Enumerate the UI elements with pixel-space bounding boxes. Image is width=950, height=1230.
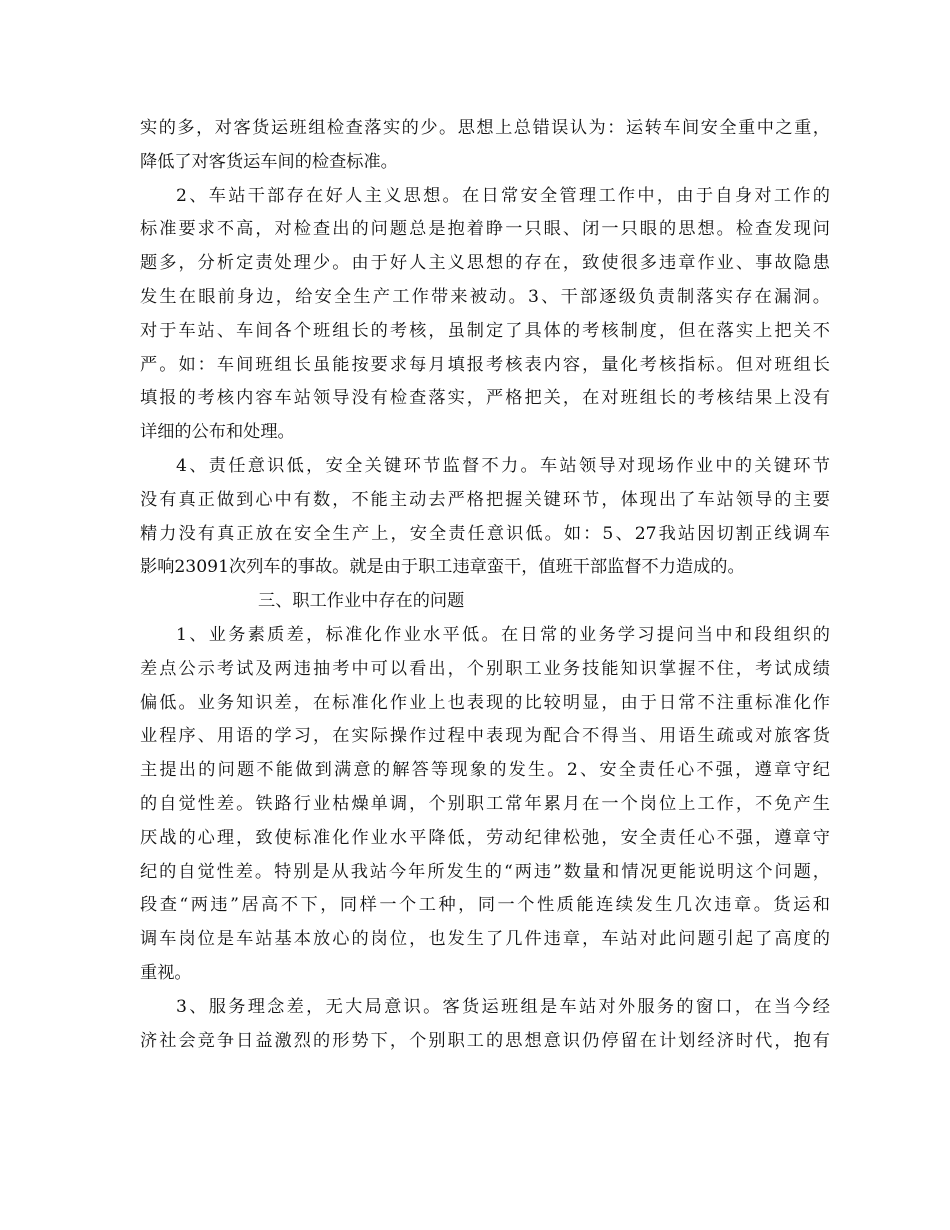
text-line: 段查“两违”居高不下，同样一个工种，同一个性质能连续发生几次违章。货运和 <box>140 895 830 916</box>
text-line: 业程序、用语的学习，在实际操作过程中表现为配合不得当、用语生疏或对旅客货 <box>140 726 830 747</box>
text-line: 3、服务理念差，无大局意识。客货运班组是车站对外服务的窗口，在当今经 <box>176 996 830 1017</box>
text-line: 1、业务素质差，标准化作业水平低。在日常的业务学习提问当中和段组织的 <box>176 624 830 645</box>
text-line: 差点公示考试及两违抽考中可以看出，个别职工业务技能知识掌握不住，考试成绩 <box>140 658 830 679</box>
text-line: 主提出的问题不能做到满意的解答等现象的发生。2、安全责任心不强，遵章守纪 <box>140 760 830 781</box>
text-line: 影响23091次列车的事故。就是由于职工违章蛮干，值班干部监督不力造成的。 <box>140 557 745 578</box>
text-line: 纪的自觉性差。特别是从我站今年所发生的“两违”数量和情况更能说明这个问题， <box>140 861 830 882</box>
text-line: 没有真正做到心中有数，不能主动去严格把握关键环节，体现出了车站领导的主要 <box>140 489 830 510</box>
text-line: 发生在眼前身边，给安全生产工作带来被动。3、干部逐级负责制落实存在漏洞。 <box>140 286 830 307</box>
text-line: 精力没有真正放在安全生产上，安全责任意识低。如：5、27我站因切割正线调车 <box>140 523 830 544</box>
document-body <box>140 112 830 1058</box>
text-line: 实的多，对客货运班组检查落实的少。思想上总错误认为：运转车间安全重中之重， <box>140 118 830 138</box>
text-line: 对于车站、车间各个班组长的考核，虽制定了具体的考核制度，但在落实上把关不 <box>140 320 830 341</box>
text-line: 详细的公布和处理。 <box>140 422 295 443</box>
text-line: 厌战的心理，致使标准化作业水平降低，劳动纪律松弛，安全责任心不强，遵章守 <box>140 827 830 848</box>
text-line: 的自觉性差。铁路行业枯燥单调，个别职工常年累月在一个岗位上工作，不免产生 <box>140 793 830 814</box>
text-line: 标准要求不高，对检查出的问题总是抱着睁一只眼、闭一只眼的思想。检查发现问 <box>140 219 830 240</box>
text-line: 济社会竞争日益激烈的形势下，个别职工的思想意识仍停留在计划经济时代，抱有 <box>140 1030 830 1051</box>
text-line: 重视。 <box>140 962 192 983</box>
text-line: 填报的考核内容车站领导没有检查落实，严格把关，在对班组长的考核结果上没有 <box>140 388 830 409</box>
text-line: 2、车站干部存在好人主义思想。在日常安全管理工作中，由于自身对工作的 <box>176 185 830 206</box>
text-line: 严。如：车间班组长虽能按要求每月填报考核表内容，量化考核指标。但对班组长 <box>140 354 830 375</box>
text-line: 题多，分析定责处理少。由于好人主义思想的存在，致使很多违章作业、事故隐患 <box>140 253 830 274</box>
section-heading: 三、职工作业中存在的问题 <box>258 591 465 612</box>
text-line: 降低了对客货运车间的检查标准。 <box>140 151 398 172</box>
text-line: 4、责任意识低，安全关键环节监督不力。车站领导对现场作业中的关键环节 <box>176 455 830 476</box>
text-line: 偏低。业务知识差，在标准化作业上也表现的比较明显，由于日常不注重标准化作 <box>140 692 830 713</box>
text-line: 调车岗位是车站基本放心的岗位，也发生了几件违章，车站对此问题引起了高度的 <box>140 929 830 950</box>
